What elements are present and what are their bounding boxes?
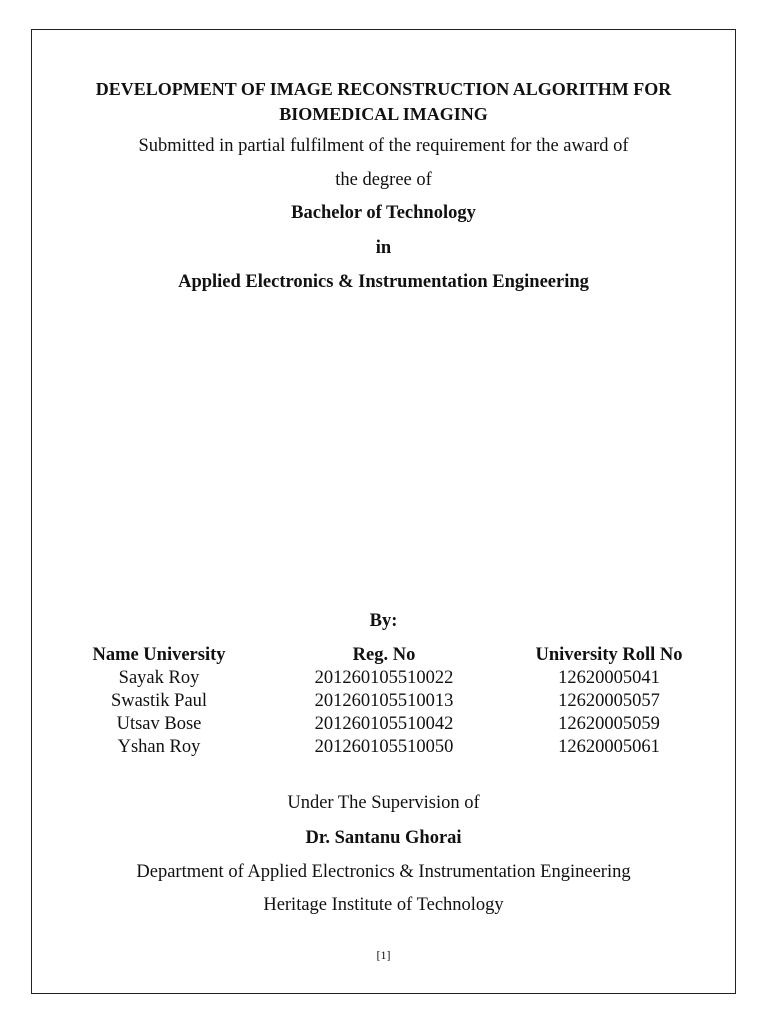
header-reg-no: Reg. No	[352, 645, 416, 665]
supervisor-name: Dr. Santanu Ghorai	[305, 828, 462, 848]
student-reg-no: 201260105510013	[314, 691, 454, 711]
by-label: By:	[369, 611, 398, 631]
header-name: Name University	[92, 645, 226, 665]
submitted-line-1: Submitted in partial fulfilment of the requirement for the award of	[138, 136, 629, 156]
submitted-line-2: the degree of	[335, 170, 432, 190]
institute-name: Heritage Institute of Technology	[263, 895, 504, 915]
in-text: in	[375, 238, 392, 258]
page-number: [1]	[376, 948, 391, 962]
student-name: Swastik Paul	[110, 691, 208, 711]
student-reg-no: 201260105510050	[314, 737, 454, 757]
student-reg-no: 201260105510022	[314, 668, 454, 688]
student-roll-no: 12620005041	[558, 668, 660, 688]
student-roll-no: 12620005057	[558, 691, 660, 711]
header-roll-no: University Roll No	[535, 645, 683, 665]
student-name: Sayak Roy	[118, 668, 200, 688]
student-name: Utsav Bose	[116, 714, 202, 734]
department-name: Department of Applied Electronics & Instrumentation Engineering	[136, 862, 631, 882]
title-line-2: BIOMEDICAL IMAGING	[279, 104, 488, 124]
supervision-label: Under The Supervision of	[287, 793, 480, 813]
title-line-1: DEVELOPMENT OF IMAGE RECONSTRUCTION ALGORITHM FOR	[95, 79, 672, 99]
student-name: Yshan Roy	[117, 737, 201, 757]
degree-name: Bachelor of Technology	[291, 203, 476, 223]
student-reg-no: 201260105510042	[314, 714, 454, 734]
student-roll-no: 12620005059	[558, 714, 660, 734]
discipline-name: Applied Electronics & Instrumentation Engineering	[178, 272, 589, 292]
student-roll-no: 12620005061	[558, 737, 660, 757]
